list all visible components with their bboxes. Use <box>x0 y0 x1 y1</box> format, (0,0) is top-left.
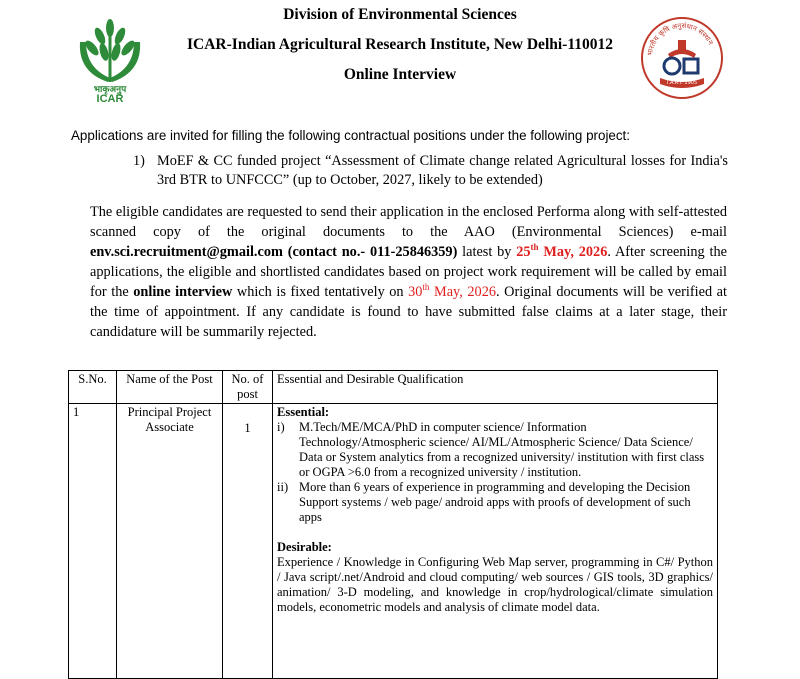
project-text: MoEF & CC funded project “Assessment of Climate change related Agricultural losses for India's 3rd BTR to UNFCCC” (up to October, 2027, likely to be extended) <box>157 153 728 188</box>
essential-list <box>277 420 713 525</box>
table-row <box>69 404 718 679</box>
para-part-5: . Original documents will be verified at the time of appointment. If any candidate is found to have submitted false claims at a later stage, their candidature will be summarily rejected. <box>90 284 727 340</box>
iari-logo-ribbon: I.A.R.I. 1905 <box>666 80 698 86</box>
desirable-label: Desirable: <box>277 540 332 554</box>
application-paragraph <box>90 202 727 342</box>
interview-title: Online Interview <box>343 66 457 83</box>
icar-logo-text: ICAR <box>96 93 124 105</box>
header-qualification: Essential and Desirable Qualification <box>273 371 718 404</box>
row-qualification <box>273 404 718 679</box>
interview-date: 30th May, 2026 <box>408 282 496 300</box>
essential-label: Essential: <box>277 405 330 419</box>
para-part-3: . After screening the applications, the eligible and shortlisted candidates based on project work requirement will be called by email for the <box>90 244 727 300</box>
header-post-count: No. of post <box>223 371 273 404</box>
iari-emblem-icon <box>638 14 726 106</box>
para-part-1: The eligible candidates are requested to send their application in the enclosed Performa along with self-attested scanned copy of the original documents to the AAO (Environmental Sciences) e-mail <box>90 204 727 240</box>
intro-text: Applications are invited for filling the following contractual positions under the following project: <box>71 128 631 143</box>
online-interview-text: online interview <box>133 284 233 300</box>
deadline-date: 25th May, 2026 <box>516 242 608 260</box>
row-post-count: 1 <box>223 404 273 679</box>
contact-number: (contact no.- 011-25846359) <box>282 244 458 260</box>
para-part-4: which is fixed tentatively on <box>232 284 409 300</box>
positions-table <box>68 370 718 679</box>
institute-title: ICAR-Indian Agricultural Research Institute, New Delhi-110012 <box>187 36 613 53</box>
icar-logo-hindi: भाकृअनुप <box>93 85 127 95</box>
desirable-text: Experience / Knowledge in Configuring Web Map server, programming in C#/ Python / Java script/.net/Android and cloud computing/ web sources / GIS tools, 3D graphics/ animation/ 3-D modeling, and knowledge in crop/hydrological/climate simulation models, econometric models and analysis of climate model data. <box>277 555 713 614</box>
iari-logo-hindi-text: भारतीय कृषि अनुसंधान संस्थान <box>645 21 715 57</box>
para-part-2: latest by <box>457 244 517 260</box>
division-title: Division of Environmental Sciences <box>283 6 517 23</box>
table-header-row <box>69 371 718 404</box>
email-address[interactable]: env.sci.recruitment@gmail.com <box>90 244 283 260</box>
header-sno: S.No. <box>69 371 117 404</box>
project-number: 1) <box>133 153 145 169</box>
header-post-name: Name of the Post <box>117 371 223 404</box>
list-item: i) M.Tech/ME/MCA/PhD in computer science/ Information Technology/Atmospheric science/ AI/ML/Atmospheric Science/ Data Science/ Data or System analytics from a recognized university/ institution with first class or OGPA >6.0 from a recognized university / institution. <box>277 420 705 479</box>
row-post-name: Principal Project Associate <box>117 404 223 679</box>
iari-logo <box>638 14 726 106</box>
icar-logo <box>70 12 150 108</box>
project-item <box>133 152 728 190</box>
list-item: ii) More than 6 years of experience in programming and developing the Decision Support systems / web page/ android apps with proofs of development of such apps <box>277 480 691 524</box>
row-sno: 1 <box>69 404 117 679</box>
